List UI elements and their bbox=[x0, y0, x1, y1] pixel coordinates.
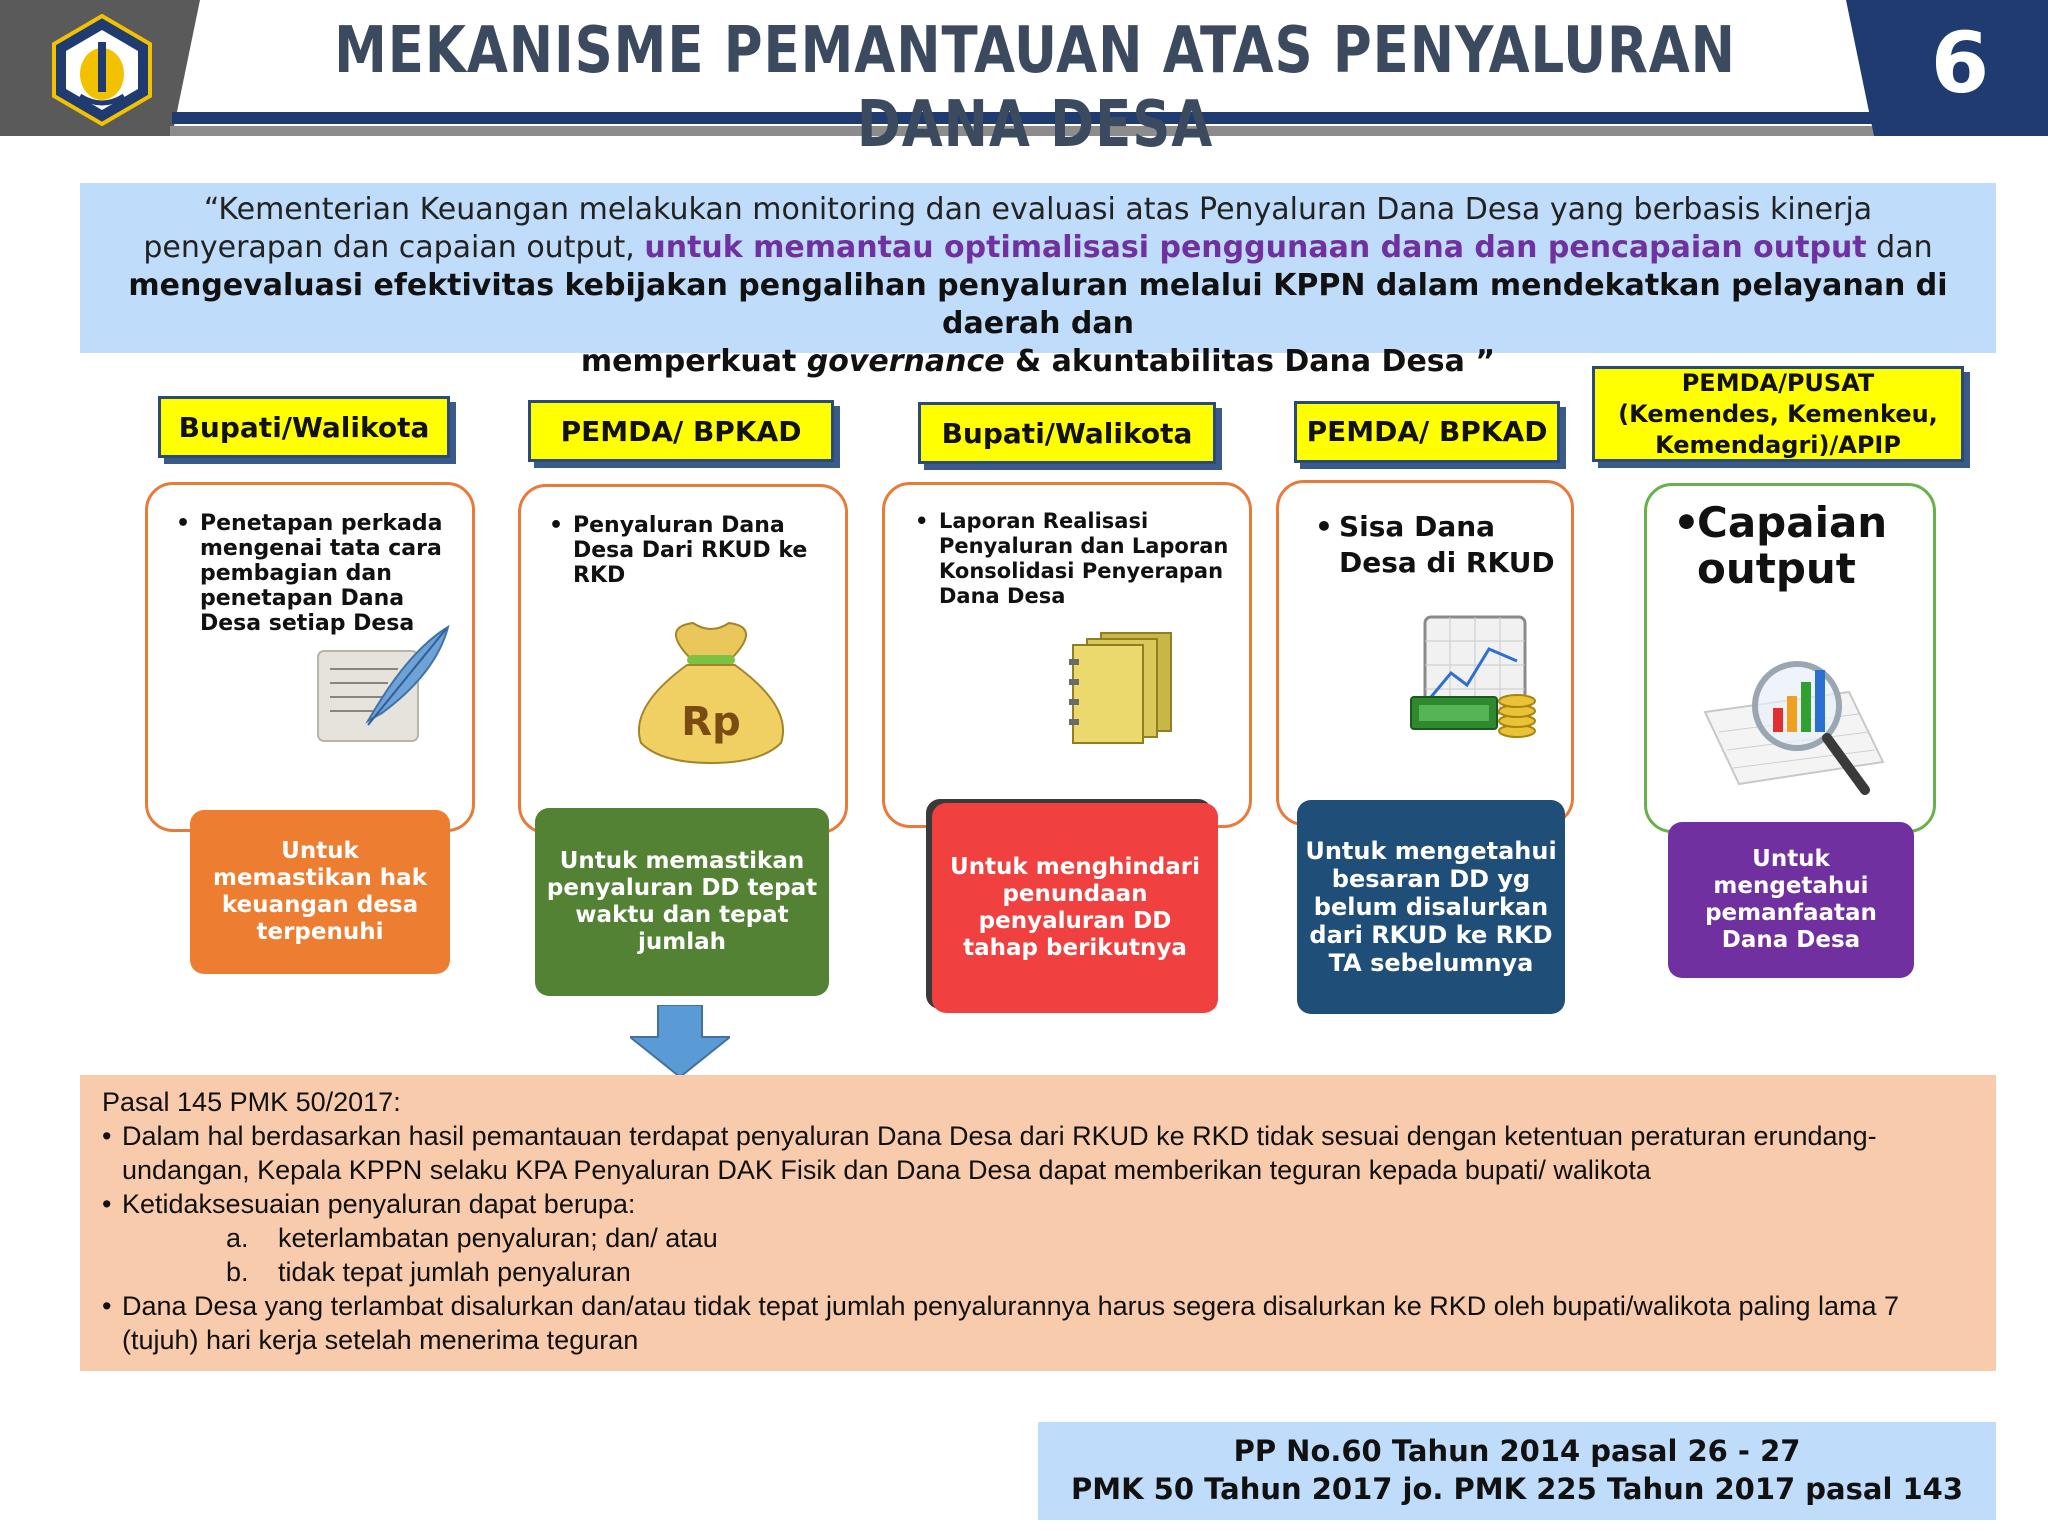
pasal-bullet-1: • Dalam hal berdasarkan hasil pemantauan terdapat penyaluran Dana Desa dari RKUD ke RKD tidak sesuai dengan ketentuan peraturan erundang-undangan, Kepala KPPN selaku KPA Penyaluran DAK Fisik dan Dana Desa dapat memberikan teguran kepada bupati/ walikota bbox=[102, 1119, 1974, 1187]
column-5-bullet: • Capaian output bbox=[1673, 498, 1888, 593]
reference-line-2: PMK 50 Tahun 2017 jo. PMK 225 Tahun 2017 pasal 143 bbox=[1070, 1472, 1964, 1506]
column-3-label: Bupati/Walikota bbox=[918, 402, 1216, 464]
quote-line-2 bbox=[80, 229, 1996, 267]
column-4-bullet-text: Sisa Dana Desa di RKUD bbox=[1339, 510, 1555, 579]
column-1-card bbox=[145, 482, 475, 832]
chart-cash-icon bbox=[1405, 613, 1545, 743]
down-arrow-icon bbox=[630, 1005, 730, 1077]
quote-line-3: mengevaluasi efektivitas kebijakan pengalihan penyaluran melalui KPPN dalam mendekatkan pelayanan di daerah dan bbox=[128, 268, 1948, 341]
column-4-label: PEMDA/ BPKAD bbox=[1294, 401, 1560, 463]
column-4-footer: Untuk mengetahui besaran DD yg belum disalurkan dari RKUD ke RKD TA sebelumnya bbox=[1297, 800, 1565, 1014]
pasal-box bbox=[80, 1075, 1996, 1371]
column-3-bullet-text: Laporan Realisasi Penyaluran dan Laporan Konsolidasi Penyerapan Dana Desa bbox=[939, 509, 1229, 608]
quote-highlight: untuk memantau optimalisasi penggunaan dana dan pencapaian output bbox=[644, 230, 1867, 265]
pasal-sub-b-text: tidak tepat jumlah penyaluran bbox=[278, 1257, 631, 1287]
pasal-title: Pasal 145 PMK 50/2017: bbox=[102, 1087, 401, 1117]
reference-line-1: PP No.60 Tahun 2014 pasal 26 - 27 bbox=[1233, 1434, 1801, 1468]
column-5-footer: Untuk mengetahui pemanfaatan Dana Desa bbox=[1668, 822, 1914, 978]
column-3-bullet: • Laporan Realisasi Penyaluran dan Laporan Konsolidasi Penyerapan Dana Desa bbox=[915, 509, 1229, 608]
quote-line-4-post: & akuntabilitas Dana Desa ” bbox=[1004, 344, 1496, 379]
quote-line-2-pre: penyerapan dan capaian output, bbox=[143, 230, 645, 265]
pasal-bullet-2: • Ketidaksesuaian penyaluran dapat berupa: bbox=[102, 1187, 1974, 1221]
column-1-label: Bupati/Walikota bbox=[158, 396, 450, 458]
money-bag-icon bbox=[621, 617, 801, 767]
column-2-label: PEMDA/ BPKAD bbox=[528, 400, 834, 462]
column-1-footer: Untuk memastikan hak keuangan desa terpenuhi bbox=[190, 810, 450, 974]
column-1-bullet: • Penetapan perkada mengenai tata cara pembagian dan penetapan Dana Desa setiap Desa bbox=[176, 511, 443, 636]
quote-line-1: “Kementerian Keuangan melakukan monitoring dan evaluasi atas Penyaluran Dana Desa yang berbasis kinerja bbox=[203, 192, 1873, 227]
column-2-bullet: • Penyaluran Dana Desa Dari RKUD ke RKD bbox=[549, 513, 808, 588]
money-bag-rp-text: Rp bbox=[681, 699, 741, 745]
magnifier-chart-icon bbox=[1699, 652, 1889, 802]
pasal-sub-a bbox=[102, 1221, 1974, 1255]
pasal-sub-b-key: b. bbox=[226, 1257, 249, 1287]
page-number: 6 bbox=[1930, 14, 1990, 112]
notebooks-icon bbox=[1057, 619, 1187, 749]
column-4-card bbox=[1276, 480, 1574, 826]
kemenkeu-logo-icon bbox=[50, 14, 154, 126]
column-5-label: PEMDA/PUSAT (Kemendes, Kemenkeu, Kemendagri)/APIP bbox=[1592, 366, 1964, 462]
column-2-card bbox=[518, 484, 848, 834]
pasal-sub-b bbox=[102, 1255, 1974, 1289]
column-3-card bbox=[882, 482, 1252, 828]
quote-line-4-pre: memperkuat bbox=[580, 344, 807, 379]
column-4-bullet: • Sisa Dana Desa di RKUD bbox=[1315, 510, 1555, 579]
quote-line-2-post: dan bbox=[1866, 230, 1933, 265]
column-1-bullet-text: Penetapan perkada mengenai tata cara pembagian dan penetapan Dana Desa setiap Desa bbox=[200, 511, 443, 636]
pasal-sub-a-text: keterlambatan penyaluran; dan/ atau bbox=[278, 1223, 718, 1253]
pasal-bullet-3: • Dana Desa yang terlambat disalurkan dan/atau tidak tepat jumlah penyalurannya harus segera disalurkan ke RKD oleh bupati/walikota paling lama 7 (tujuh) hari kerja setelah menerima teguran bbox=[102, 1289, 1974, 1357]
quote-governance: governance bbox=[806, 344, 1005, 379]
column-3-footer: Untuk menghindari penundaan penyaluran DD tahap berikutnya bbox=[932, 803, 1218, 1013]
column-2-footer: Untuk memastikan penyaluran DD tepat waktu dan tepat jumlah bbox=[535, 808, 829, 996]
quote-box bbox=[80, 183, 1996, 379]
column-2-bullet-text: Penyaluran Dana Desa Dari RKUD ke RKD bbox=[573, 513, 808, 588]
reference-box bbox=[1038, 1422, 1996, 1520]
column-5-card bbox=[1644, 483, 1936, 833]
page-title: MEKANISME PEMANTAUAN ATAS PENYALURAN DANA DESA bbox=[334, 14, 1736, 162]
column-5-bullet-text: Capaian output bbox=[1697, 498, 1888, 593]
quill-document-icon bbox=[298, 621, 458, 751]
pasal-sub-a-key: a. bbox=[226, 1223, 249, 1253]
